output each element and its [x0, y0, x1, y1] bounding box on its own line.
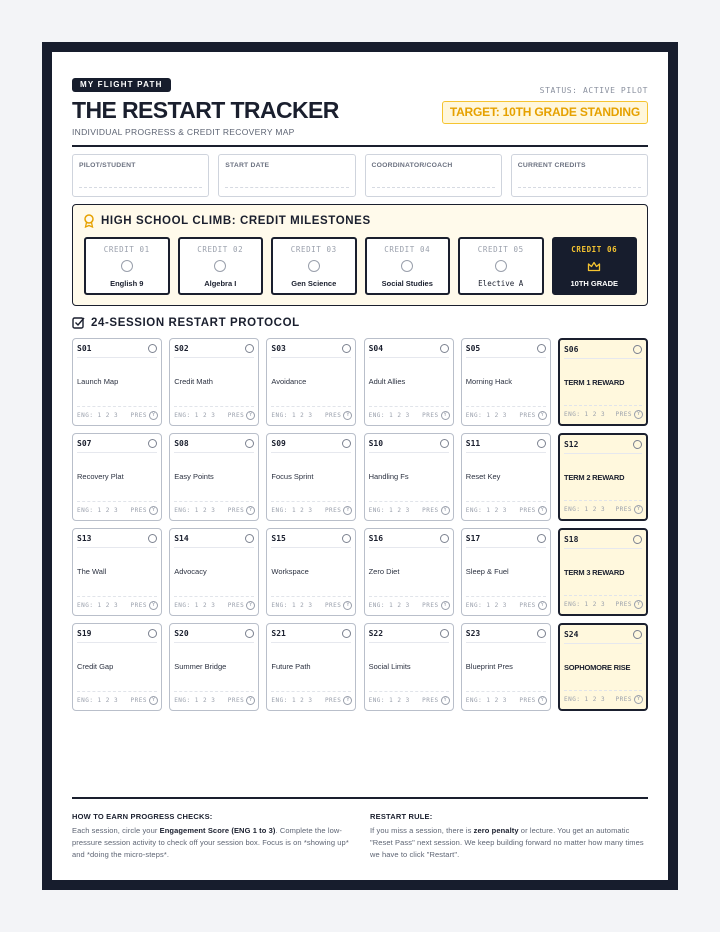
session-check-circle-icon[interactable] [342, 344, 351, 353]
credit-milestones-panel [72, 204, 648, 306]
session-name: Focus Sprint [271, 472, 314, 481]
session-check-circle-icon[interactable] [342, 439, 351, 448]
presence-label: PRES [130, 412, 147, 419]
session-card[interactable] [364, 338, 454, 426]
header-divider [72, 145, 648, 147]
engagement-score[interactable]: ENG: 1 2 3 [563, 506, 606, 513]
engagement-score[interactable]: ENG: 1 2 3 [368, 602, 410, 609]
session-number: S12 [563, 440, 579, 449]
session-name: Avoidance [271, 377, 307, 386]
session-number: S04 [368, 344, 384, 353]
credit-label: CREDIT 04 [384, 245, 431, 254]
protocol-header [72, 316, 300, 329]
session-check-circle-icon[interactable] [245, 439, 254, 448]
page-subtitle: INDIVIDUAL PROGRESS & CREDIT RECOVERY MAP [72, 127, 295, 137]
presence-label: PRES [130, 602, 147, 609]
session-check-circle-icon[interactable] [633, 440, 642, 449]
presence-yes-circle[interactable]: Y [343, 696, 352, 705]
session-number: S07 [77, 439, 92, 448]
presence-yes-circle[interactable]: Y [246, 506, 255, 515]
credit-label: CREDIT 01 [103, 245, 150, 254]
session-check-circle-icon[interactable] [245, 534, 254, 543]
presence-label: PRES [130, 507, 147, 514]
session-name: Recovery Plat [77, 472, 124, 481]
field-label: START DATE [225, 162, 270, 169]
session-card[interactable] [461, 433, 551, 521]
progress-checks-text: Each session, circle your Engagement Score (ENG 1 to 3). Complete the low-pressure session activity to check off your session box. Focus is on *showing up* and *doing the micro-steps*. [72, 826, 349, 859]
field-label: PILOT/STUDENT [79, 162, 136, 169]
session-number: S02 [174, 344, 189, 353]
session-name: The Wall [77, 567, 107, 576]
session-name: Advocacy [174, 567, 207, 576]
session-card[interactable] [169, 528, 259, 616]
presence-yes-circle[interactable]: Y [634, 600, 643, 609]
session-check-circle-icon[interactable] [633, 345, 642, 354]
presence-label: PRES [324, 602, 342, 609]
session-number: S17 [465, 534, 481, 543]
session-name: Credit Math [174, 377, 213, 386]
session-check-circle-icon[interactable] [440, 629, 449, 638]
session-name: Easy Points [174, 472, 214, 481]
session-card[interactable] [266, 623, 356, 711]
presence-label: PRES [227, 412, 245, 419]
presence-label: PRES [519, 507, 536, 514]
session-number: S20 [174, 629, 189, 638]
session-card[interactable] [364, 623, 454, 711]
engagement-score[interactable]: ENG: 1 2 3 [77, 697, 119, 704]
engagement-score[interactable]: ENG: 1 2 3 [174, 507, 216, 514]
session-name: Adult Allies [368, 377, 406, 386]
presence-label: PRES [324, 697, 342, 704]
presence-yes-circle[interactable]: Y [441, 601, 450, 610]
presence-yes-circle[interactable]: Y [538, 506, 547, 515]
presence-yes-circle[interactable]: Y [149, 506, 158, 515]
engagement-score[interactable]: ENG: 1 2 3 [174, 412, 216, 419]
session-number: S24 [563, 630, 579, 639]
session-number: S11 [465, 439, 481, 448]
presence-label: PRES [519, 697, 536, 704]
session-card[interactable] [169, 338, 259, 426]
session-number: S15 [271, 534, 286, 543]
session-number: S01 [77, 344, 92, 353]
check-circle-icon[interactable] [495, 260, 507, 272]
presence-label: PRES [324, 507, 342, 514]
course-name: Gen Science [291, 279, 337, 288]
header-badge: MY FLIGHT PATH [72, 78, 171, 92]
presence-label: PRES [227, 697, 245, 704]
session-card[interactable] [461, 623, 551, 711]
presence-yes-circle[interactable]: Y [149, 696, 158, 705]
presence-yes-circle[interactable]: Y [246, 601, 255, 610]
session-card[interactable] [461, 338, 551, 426]
presence-yes-circle[interactable]: Y [538, 696, 547, 705]
session-check-circle-icon[interactable] [537, 534, 546, 543]
session-check-circle-icon[interactable] [148, 439, 157, 448]
presence-label: PRES [227, 602, 245, 609]
milestone-credit-05[interactable] [458, 237, 544, 295]
status-label: STATUS: ACTIVE PILOT [539, 86, 648, 95]
engagement-score[interactable]: ENG: 1 2 3 [465, 507, 507, 514]
footer-divider [72, 797, 648, 799]
info-fields [72, 154, 648, 197]
session-number: S22 [368, 629, 384, 638]
milestone-credit-04[interactable] [365, 237, 451, 295]
restart-rule-title: RESTART RULE: [370, 812, 433, 821]
session-number: S14 [174, 534, 189, 543]
presence-label: PRES [227, 507, 245, 514]
session-number: S10 [368, 439, 384, 448]
session-name: Launch Map [77, 377, 119, 386]
session-card[interactable] [461, 528, 551, 616]
presence-yes-circle[interactable]: Y [246, 696, 255, 705]
engagement-score[interactable]: ENG: 1 2 3 [465, 412, 507, 419]
session-name: Future Path [271, 662, 311, 671]
engagement-score[interactable]: ENG: 1 2 3 [271, 697, 313, 704]
course-name: Elective A [478, 279, 524, 288]
engagement-score[interactable]: ENG: 1 2 3 [174, 697, 216, 704]
presence-label: PRES [519, 602, 536, 609]
milestone-credit-01[interactable] [84, 237, 170, 295]
presence-yes-circle[interactable]: Y [634, 410, 643, 419]
presence-label: PRES [422, 507, 439, 514]
session-card[interactable] [72, 623, 162, 711]
engagement-score[interactable]: ENG: 1 2 3 [563, 411, 606, 418]
check-circle-icon[interactable] [214, 260, 226, 272]
session-number: S19 [77, 629, 92, 638]
session-name: Workspace [271, 567, 309, 576]
presence-label: PRES [615, 696, 632, 703]
session-check-circle-icon[interactable] [148, 534, 157, 543]
presence-yes-circle[interactable]: Y [634, 695, 643, 704]
check-circle-icon[interactable] [308, 260, 320, 272]
session-name: Credit Gap [77, 662, 114, 671]
session-name: TERM 1 REWARD [563, 378, 625, 387]
presence-label: PRES [422, 602, 439, 609]
session-check-circle-icon[interactable] [342, 534, 351, 543]
session-number: S05 [465, 344, 481, 353]
presence-yes-circle[interactable]: Y [343, 601, 352, 610]
engagement-score[interactable]: ENG: 1 2 3 [368, 697, 410, 704]
presence-label: PRES [615, 411, 632, 418]
engagement-score[interactable]: ENG: 1 2 3 [77, 412, 119, 419]
presence-yes-circle[interactable]: Y [538, 601, 547, 610]
presence-yes-circle[interactable]: Y [149, 411, 158, 420]
milestone-credit-06[interactable] [552, 237, 638, 295]
session-card[interactable] [72, 433, 162, 521]
session-check-circle-icon[interactable] [440, 439, 449, 448]
protocol-title: 24-SESSION RESTART PROTOCOL [91, 316, 300, 329]
session-check-circle-icon[interactable] [342, 629, 351, 638]
presence-label: PRES [615, 506, 632, 513]
session-number: S03 [271, 344, 286, 353]
session-name: Morning Hack [465, 377, 513, 386]
session-number: S06 [563, 345, 579, 354]
session-name: Handling Fs [368, 472, 409, 481]
session-name: Zero Diet [368, 567, 400, 576]
session-number: S18 [563, 535, 579, 544]
credit-label: CREDIT 02 [197, 245, 244, 254]
session-check-circle-icon[interactable] [440, 534, 449, 543]
field-label: CURRENT CREDITS [517, 162, 586, 169]
session-number: S08 [174, 439, 189, 448]
session-check-circle-icon[interactable] [440, 344, 449, 353]
session-check-circle-icon[interactable] [245, 344, 254, 353]
session-name: Reset Key [465, 472, 501, 481]
progress-checks-title: HOW TO EARN PROGRESS CHECKS: [72, 812, 213, 821]
presence-yes-circle[interactable]: Y [343, 506, 352, 515]
session-name: Blueprint Pres [465, 662, 513, 671]
presence-label: PRES [422, 697, 439, 704]
pilot-student-field[interactable] [72, 154, 209, 197]
presence-yes-circle[interactable]: Y [538, 411, 547, 420]
start-date-field[interactable] [218, 154, 355, 197]
presence-label: PRES [615, 601, 632, 608]
presence-yes-circle[interactable]: Y [634, 505, 643, 514]
presence-label: PRES [130, 697, 147, 704]
credit-label: CREDIT 05 [477, 245, 524, 254]
presence-label: PRES [519, 412, 536, 419]
course-name: English 9 [110, 279, 144, 288]
session-check-circle-icon[interactable] [633, 630, 642, 639]
session-number: S13 [77, 534, 92, 543]
checkbox-icon [72, 316, 85, 329]
session-card[interactable] [364, 433, 454, 521]
session-card[interactable] [558, 623, 648, 711]
session-card[interactable] [266, 338, 356, 426]
engagement-score[interactable]: ENG: 1 2 3 [77, 507, 119, 514]
crown-icon [587, 261, 601, 272]
presence-yes-circle[interactable]: Y [441, 506, 450, 515]
session-check-circle-icon[interactable] [537, 439, 546, 448]
session-number: S21 [271, 629, 286, 638]
session-card[interactable] [558, 433, 648, 521]
session-number: S16 [368, 534, 384, 543]
session-card[interactable] [266, 528, 356, 616]
engagement-score[interactable]: ENG: 1 2 3 [271, 602, 313, 609]
presence-label: PRES [324, 412, 342, 419]
session-card[interactable] [72, 338, 162, 426]
session-name: TERM 2 REWARD [563, 473, 625, 482]
session-check-circle-icon[interactable] [537, 344, 546, 353]
session-card[interactable] [169, 433, 259, 521]
check-circle-icon[interactable] [121, 260, 133, 272]
presence-label: PRES [422, 412, 439, 419]
engagement-score[interactable]: ENG: 1 2 3 [563, 601, 606, 608]
credit-label: CREDIT 06 [571, 245, 618, 254]
session-name: Sleep & Fuel [465, 567, 509, 576]
course-name: 10TH GRADE [570, 279, 618, 288]
milestone-credit-02[interactable] [178, 237, 264, 295]
session-card[interactable] [558, 528, 648, 616]
engagement-score[interactable]: ENG: 1 2 3 [465, 697, 507, 704]
session-grid [72, 338, 648, 711]
session-check-circle-icon[interactable] [245, 629, 254, 638]
coordinator-coach-field[interactable] [365, 154, 502, 197]
session-number: S09 [271, 439, 286, 448]
credit-label: CREDIT 03 [290, 245, 337, 254]
session-card[interactable] [169, 623, 259, 711]
engagement-score[interactable]: ENG: 1 2 3 [271, 412, 313, 419]
session-number: S23 [465, 629, 481, 638]
award-ribbon-icon [83, 214, 95, 228]
presence-yes-circle[interactable]: Y [149, 601, 158, 610]
milestone-credit-03[interactable] [271, 237, 357, 295]
presence-yes-circle[interactable]: Y [441, 411, 450, 420]
engagement-score[interactable]: ENG: 1 2 3 [77, 602, 119, 609]
engagement-score[interactable]: ENG: 1 2 3 [271, 507, 313, 514]
session-name: TERM 3 REWARD [563, 568, 625, 577]
page-title: THE RESTART TRACKER [72, 97, 339, 123]
engagement-score[interactable]: ENG: 1 2 3 [368, 412, 410, 419]
course-name: Algebra I [204, 279, 237, 288]
session-check-circle-icon[interactable] [633, 535, 642, 544]
session-card[interactable] [364, 528, 454, 616]
session-check-circle-icon[interactable] [148, 344, 157, 353]
field-label: COORDINATOR/COACH [371, 162, 453, 169]
engagement-score[interactable]: ENG: 1 2 3 [368, 507, 410, 514]
check-circle-icon[interactable] [401, 260, 413, 272]
session-name: SOPHOMORE RISE [563, 663, 631, 672]
session-name: Social Limits [368, 662, 411, 671]
session-card[interactable] [266, 433, 356, 521]
target-badge: TARGET: 10TH GRADE STANDING [442, 101, 648, 124]
session-card[interactable] [558, 338, 648, 426]
presence-yes-circle[interactable]: Y [246, 411, 255, 420]
session-check-circle-icon[interactable] [148, 629, 157, 638]
engagement-score[interactable]: ENG: 1 2 3 [174, 602, 216, 609]
course-name: Social Studies [381, 279, 433, 288]
presence-yes-circle[interactable]: Y [343, 411, 352, 420]
session-check-circle-icon[interactable] [537, 629, 546, 638]
restart-rule-text: If you miss a session, there is zero penalty or lecture. You get an automatic "Reset Pass" next session. We keep building forward no matter how many times we have to click "Restart". [370, 826, 644, 859]
session-name: Summer Bridge [174, 662, 227, 671]
milestones-title: HIGH SCHOOL CLIMB: CREDIT MILESTONES [101, 215, 371, 227]
engagement-score[interactable]: ENG: 1 2 3 [465, 602, 507, 609]
session-card[interactable] [72, 528, 162, 616]
current-credits-field[interactable] [511, 154, 648, 197]
engagement-score[interactable]: ENG: 1 2 3 [563, 696, 606, 703]
presence-yes-circle[interactable]: Y [441, 696, 450, 705]
